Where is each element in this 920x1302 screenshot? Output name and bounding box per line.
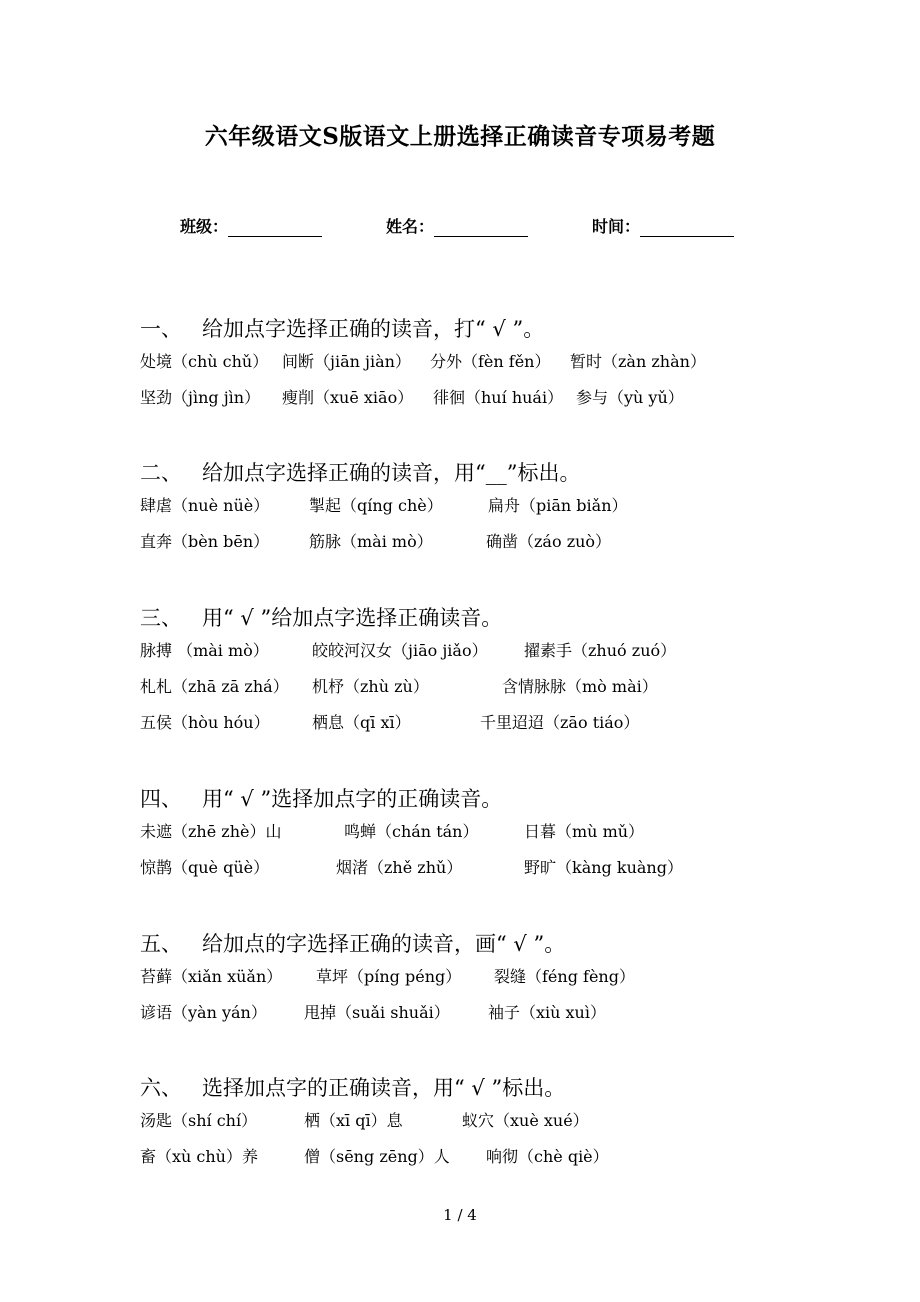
question-row (140, 1103, 840, 1139)
section-2 (140, 458, 840, 560)
name-label: 姓名： (386, 217, 435, 236)
question-item[interactable]: 扁舟（piān biǎn） (488, 496, 628, 515)
page-number: 1 / 4 (443, 1206, 477, 1224)
question-item[interactable]: 直奔（bèn bēn） (140, 532, 270, 551)
question-item[interactable]: 千里迢迢（zāo tiáo） (480, 713, 640, 732)
question-item[interactable]: 五侯（hòu hóu） (140, 713, 270, 732)
section-number: 三、 (140, 606, 182, 630)
question-row (140, 344, 840, 380)
section-instruction: 用“ √ ”选择加点字的正确读音。 (202, 787, 503, 811)
question-row (140, 850, 840, 886)
question-item[interactable]: 分外（fèn fěn） (430, 352, 551, 371)
question-item[interactable]: 擢素手（zhuó zuó） (524, 641, 677, 660)
section-instruction: 给加点字选择正确的读音，用“__”标出。 (202, 461, 581, 485)
section-heading (140, 603, 840, 633)
section-6 (140, 1073, 840, 1175)
question-item[interactable]: 间断（jiān jiàn） (282, 352, 411, 371)
question-item[interactable]: 栖（xī qī）息 (304, 1111, 403, 1130)
section-3 (140, 603, 840, 741)
question-row (140, 633, 840, 669)
question-item[interactable]: 鸣蝉（chán tán） (344, 822, 479, 841)
question-item[interactable]: 确凿（záo zuò） (486, 532, 612, 551)
section-heading (140, 929, 840, 959)
time-blank[interactable] (640, 218, 734, 237)
question-item[interactable]: 畜（xù chù）养 (140, 1147, 258, 1166)
section-heading (140, 784, 840, 814)
question-item[interactable]: 苔藓（xiǎn xüǎn） (140, 967, 283, 986)
question-item[interactable]: 暂时（zàn zhàn） (570, 352, 706, 371)
class-blank[interactable] (228, 218, 322, 237)
question-item[interactable]: 含情脉脉（mò mài） (502, 677, 658, 696)
section-number: 四、 (140, 787, 182, 811)
question-item[interactable]: 机杼（zhù zù） (312, 677, 429, 696)
question-item[interactable]: 栖息（qī xī） (312, 713, 411, 732)
section-5 (140, 929, 840, 1031)
question-row (140, 524, 840, 560)
question-item[interactable]: 烟渚（zhě zhǔ） (336, 858, 463, 877)
question-item[interactable]: 惊鹊（què qüè） (140, 858, 270, 877)
question-item[interactable]: 蚁穴（xuè xué） (462, 1111, 589, 1130)
question-row (140, 1139, 840, 1175)
section-heading (140, 1073, 840, 1103)
section-number: 二、 (140, 461, 182, 485)
question-item[interactable]: 掣起（qíng chè） (309, 496, 443, 515)
section-heading (140, 458, 840, 488)
question-item[interactable]: 未遮（zhē zhè）山 (140, 822, 282, 841)
question-item[interactable]: 肆虐（nuè nüè） (140, 496, 270, 515)
question-item[interactable]: 瘦削（xuē xiāo） (282, 388, 414, 407)
question-item[interactable]: 草坪（píng péng） (316, 967, 462, 986)
page-title: 六年级语文S版语文上册选择正确读音专项易考题 (204, 123, 716, 150)
section-heading (140, 314, 840, 344)
question-item[interactable]: 裂缝（féng fèng） (494, 967, 635, 986)
question-item[interactable]: 响彻（chè qiè） (486, 1147, 609, 1166)
name-blank[interactable] (434, 218, 528, 237)
question-item[interactable]: 野旷（kàng kuàng） (524, 858, 683, 877)
question-item[interactable]: 参与（yù yǔ） (576, 388, 684, 407)
question-row (140, 380, 840, 416)
question-item[interactable]: 皎皎河汉女（jiāo jiǎo） (312, 641, 488, 660)
question-row (140, 488, 840, 524)
question-item[interactable]: 袖子（xiù xuì） (488, 1003, 606, 1022)
time-field (592, 214, 734, 237)
question-row (140, 959, 840, 995)
section-number: 五、 (140, 932, 182, 956)
question-item[interactable]: 甩掉（suǎi shuǎi） (304, 1003, 450, 1022)
question-item[interactable]: 僧（sēng zēng）人 (304, 1147, 450, 1166)
question-row (140, 705, 840, 741)
question-row (140, 814, 840, 850)
section-1 (140, 314, 840, 416)
question-item[interactable]: 坚劲（jìng jìn） (140, 388, 261, 407)
question-row (140, 995, 840, 1031)
question-item[interactable]: 处境（chù chǔ） (140, 352, 269, 371)
section-instruction: 选择加点字的正确读音，用“ √ ”标出。 (202, 1076, 566, 1100)
section-instruction: 用“ √ ”给加点字选择正确读音。 (202, 606, 503, 630)
question-row (140, 669, 840, 705)
question-item[interactable]: 徘徊（huí huái） (433, 388, 564, 407)
section-instruction: 给加点字选择正确的读音，打“ √ ”。 (202, 317, 545, 341)
section-4 (140, 784, 840, 886)
question-item[interactable]: 日暮（mù mǔ） (524, 822, 645, 841)
class-field (180, 214, 322, 237)
section-instruction: 给加点的字选择正确的读音，画“ √ ”。 (202, 932, 566, 956)
question-item[interactable]: 筋脉（mài mò） (309, 532, 433, 551)
question-item[interactable]: 札札（zhā zā zhá） (140, 677, 289, 696)
section-number: 六、 (140, 1076, 182, 1100)
question-item[interactable]: 汤匙（shí chí） (140, 1111, 258, 1130)
question-item[interactable]: 脉搏 （mài mò） (140, 641, 269, 660)
section-number: 一、 (140, 317, 182, 341)
name-field (386, 214, 528, 237)
class-label: 班级： (180, 217, 229, 236)
time-label: 时间： (592, 217, 641, 236)
question-item[interactable]: 谚语（yàn yán） (140, 1003, 267, 1022)
